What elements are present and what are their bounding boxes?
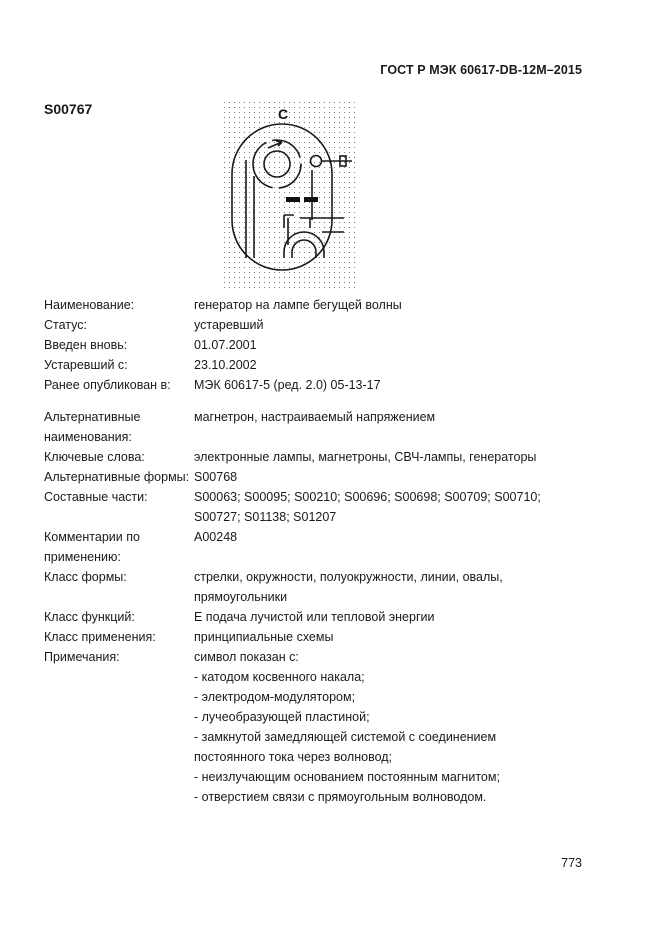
property-label: Введен вновь:	[44, 338, 128, 352]
property-value: 23.10.2002	[194, 358, 257, 372]
property-label: Класс функций:	[44, 610, 135, 624]
property-label: Наименование:	[44, 298, 135, 312]
property-value: A00248	[194, 530, 238, 544]
properties-table	[44, 295, 564, 807]
property-value: генератор на лампе бегущей волны	[194, 298, 402, 312]
property-row	[44, 407, 564, 447]
property-label: Устаревший с:	[44, 358, 128, 372]
property-row	[44, 467, 564, 487]
property-row	[44, 607, 564, 627]
property-value: принципиальные схемы	[194, 630, 334, 644]
symbol-code: S00767	[44, 101, 93, 117]
property-label: Ранее опубликован в:	[44, 378, 171, 392]
property-row	[44, 487, 564, 527]
note-item: - замкнутой замедляющей системой с соединением	[194, 730, 497, 744]
property-label: Класс формы:	[44, 570, 127, 584]
property-row	[44, 355, 564, 375]
property-label: Альтернативные наименования:	[44, 410, 141, 444]
symbol-letter: C	[278, 106, 289, 122]
notes-intro: символ показан с:	[194, 650, 299, 664]
note-item: - отверстием связи с прямоугольным волноводом.	[194, 790, 487, 804]
property-row	[44, 527, 564, 567]
property-row	[44, 567, 564, 607]
property-label: Ключевые слова:	[44, 450, 145, 464]
property-row	[44, 315, 564, 335]
property-row	[44, 627, 564, 647]
property-row	[44, 295, 564, 315]
page-number: 773	[561, 856, 582, 870]
property-value: стрелки, окружности, полуокружности, линии, овалы, прямоугольники	[194, 570, 503, 604]
symbol-diagram	[222, 100, 358, 292]
beam-plate-left	[286, 197, 300, 202]
dot-grid	[222, 100, 358, 292]
note-item: - лучеобразующей пластиной;	[194, 710, 370, 724]
property-value: магнетрон, настраиваемый напряжением	[194, 410, 436, 424]
property-value: МЭК 60617-5 (ред. 2.0) 05-13-17	[194, 378, 381, 392]
beam-plate-right	[304, 197, 318, 202]
note-item: - катодом косвенного накала;	[194, 670, 365, 684]
property-label: Статус:	[44, 318, 87, 332]
note-item: - электродом-модулятором;	[194, 690, 356, 704]
note-item: постоянного тока через волновод;	[194, 750, 393, 764]
property-label: Составные части:	[44, 490, 148, 504]
property-label: Класс применения:	[44, 630, 156, 644]
property-value: электронные лампы, магнетроны, СВЧ-лампы, генераторы	[194, 450, 537, 464]
property-row	[44, 647, 564, 807]
property-row	[44, 375, 564, 395]
property-value: устаревший	[194, 318, 264, 332]
property-value: E подача лучистой или тепловой энергии	[194, 610, 435, 624]
property-label: Примечания:	[44, 650, 120, 664]
property-label: Комментарии по применению:	[44, 530, 140, 564]
property-row	[44, 335, 564, 355]
document-header: ГОСТ Р МЭК 60617-DB-12M–2015	[380, 63, 582, 77]
note-item: - неизлучающим основанием постоянным магнитом;	[194, 770, 500, 784]
property-value: S00768	[194, 470, 238, 484]
property-row	[44, 447, 564, 467]
property-value: S00063; S00095; S00210; S00696; S00698; S00709; S00710; S00727; S01138; S01207	[194, 490, 541, 524]
property-label: Альтернативные формы:	[44, 470, 190, 484]
notes-block	[194, 647, 564, 807]
property-value: 01.07.2001	[194, 338, 257, 352]
